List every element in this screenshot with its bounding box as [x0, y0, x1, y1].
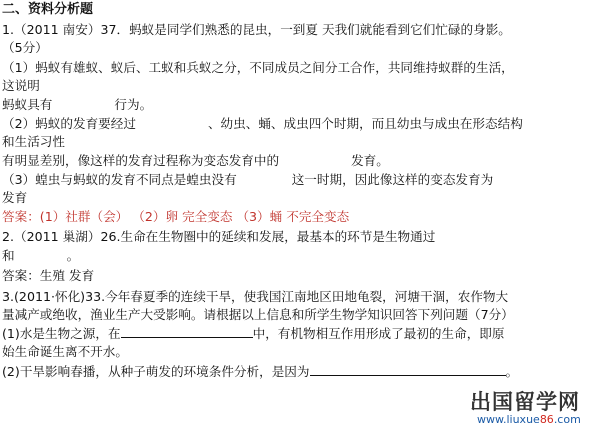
- q3-part1-prefix: (1)水是生物之源，在: [2, 326, 121, 341]
- answer-blank: [310, 364, 506, 376]
- watermark-title: 出国留学网: [470, 390, 580, 414]
- section-title: 二、资料分析题: [2, 2, 94, 17]
- q3-part2-line: [2, 364, 518, 380]
- q3-part2-prefix: (2)干旱影响春播，从种子萌发的环境条件分析，是因为: [2, 364, 310, 379]
- q1-part1-suffix: 行为。: [114, 97, 153, 112]
- q1-part3-text: [2, 172, 493, 188]
- q3-part1-suffix: 中，有机物相互作用形成了最初的生命，即原: [252, 326, 505, 341]
- q3-part1-cont: 始生命诞生离不开水。: [2, 344, 128, 359]
- q1-part2-cont: 和生活习性: [2, 134, 65, 149]
- answer-blank: [121, 326, 253, 338]
- q2-stem: 2.（2011 巢湖）26.生命在生物圈中的延续和发展，最基本的环节是生物通过: [2, 229, 436, 244]
- q2-and: 和: [2, 248, 15, 263]
- q1-part1-cont: 这说明: [2, 78, 40, 93]
- site-watermark-logo: [468, 386, 603, 426]
- q1-part1-text: （1）蚂蚁有雄蚁、蚁后、工蚁和兵蚁之分，不同成员之间分工合作，共同维持蚁群的生活，: [2, 60, 514, 75]
- q1-stem: 1.（2011 南安）37．蚂蚁是同学们熟悉的昆虫，一到夏 天我们就能看到它们忙碌的身影。: [2, 22, 511, 37]
- watermark-url-suffix: .com: [553, 413, 581, 426]
- q1-part3-suffix: 这一时期，因此像这样的变态发育为: [291, 172, 494, 187]
- q1-part1-blank-line: [2, 97, 152, 113]
- q2-answer: 答案：生殖 发育: [2, 268, 95, 283]
- q1-part3-cont: 发育: [2, 190, 28, 205]
- q1-part1-prefix: 蚂蚁具有: [2, 97, 53, 112]
- q2-end: 。: [66, 248, 80, 263]
- q1-part2-blank-line: [2, 153, 389, 169]
- watermark-url-prefix: www.liuxue: [477, 413, 540, 426]
- q2-blank-line: [2, 248, 79, 264]
- q3-stem-cont: 量减产或绝收，渔业生产大受影响。请根据以上信息和所学生物学知识回答下列问题（7分）: [2, 307, 514, 322]
- q3-part1-line: [2, 326, 504, 342]
- q1-part2-text: [2, 116, 523, 132]
- q1-part2-c-prefix: 有明显差别，像这样的发育过程称为变态发育中的: [2, 153, 280, 168]
- watermark-url-number: 86: [539, 413, 554, 426]
- q1-answer: 答案：(1）社群（会） （2）卵 完全变态 （3）蛹 不完全变态: [2, 209, 350, 224]
- watermark-url: [477, 413, 581, 426]
- q3-stem: 3.(2011·怀化)33.今年春夏季的连续干旱，使我国江南地区田地龟裂，河塘干涸，农作物大: [2, 289, 509, 304]
- q1-part2-prefix: （2）蚂蚁的发育要经过: [2, 116, 136, 131]
- q3-part2-suffix: 。: [505, 364, 519, 379]
- q1-part2-c-suffix: 发育。: [351, 153, 389, 168]
- q1-part2-suffix: 、幼虫、蛹、成虫四个时期，而且幼虫与成虫在形态结构: [207, 116, 523, 131]
- q1-part3-prefix: （3）蝗虫与蚂蚁的发育不同点是蝗虫没有: [2, 172, 237, 187]
- q1-score: （5分）: [2, 40, 48, 55]
